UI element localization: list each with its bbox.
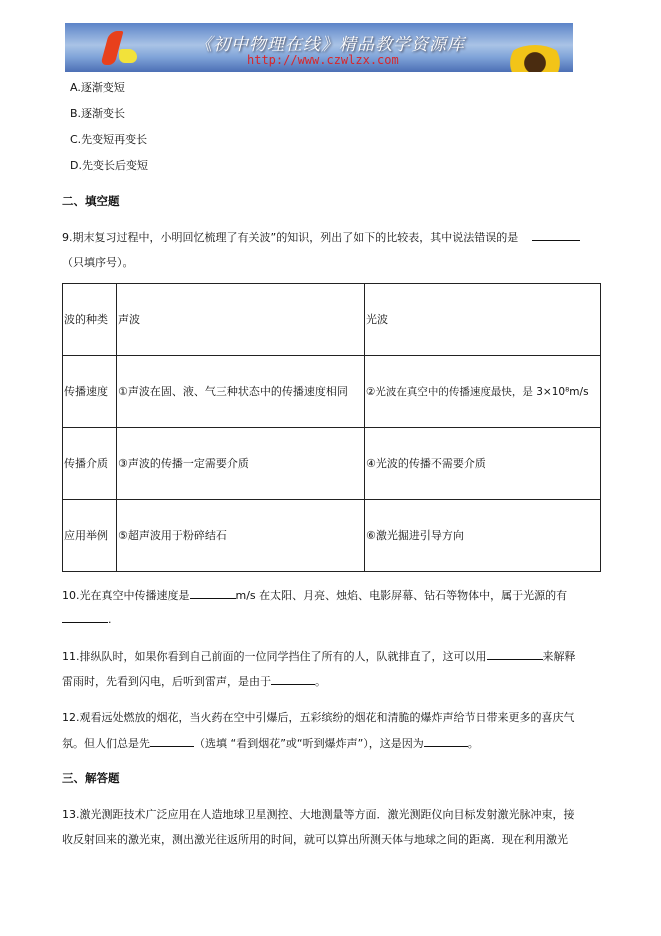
sunflower-image <box>505 45 565 72</box>
option-c: C.先变短再变长 <box>70 133 148 146</box>
table-cell: ⑤超声波用于粉碎结石 <box>117 500 365 572</box>
table-cell: ③声波的传播一定需要介质 <box>117 428 365 500</box>
table-row <box>63 356 601 428</box>
table-row <box>63 284 601 356</box>
answer-blank[interactable] <box>271 674 315 685</box>
table-cell: 声波 <box>117 284 365 356</box>
question-13-line2: 收反射回来的激光束，测出激光往返所用的时间，就可以算出所测天体与地球之间的距离．现在利用激光 <box>62 833 568 846</box>
comparison-table <box>62 283 601 572</box>
table-cell: 光波 <box>365 284 601 356</box>
q10-part: . <box>108 613 112 626</box>
answer-blank[interactable] <box>532 230 580 241</box>
q11-part: 。 <box>315 675 326 688</box>
answer-blank[interactable] <box>150 736 194 747</box>
q9-line2: （只填序号）。 <box>62 256 134 269</box>
q10-part: 10.光在真空中传播速度是 <box>62 589 190 602</box>
q11-line2 <box>62 673 326 689</box>
q10-part: m/s 在太阳、月亮、烛焰、电影屏幕、钻石等物体中，属于光源的有 <box>235 589 568 602</box>
answer-blank[interactable] <box>190 588 236 599</box>
question-11-text <box>62 648 576 664</box>
table-cell: 传播速度 <box>63 356 117 428</box>
question-9-text <box>62 229 580 245</box>
q12-line2 <box>62 735 479 751</box>
table-row <box>63 500 601 572</box>
table-cell: ⑥激光掘进引导方向 <box>365 500 601 572</box>
q12-part: （选填 “看到烟花”或“听到爆炸声”），这是因为 <box>194 737 424 750</box>
q12-part: 。 <box>467 737 479 750</box>
table-cell: 传播介质 <box>63 428 117 500</box>
table-cell: ②光波在真空中的传播速度最快，是 3×10⁸m/s <box>365 356 601 428</box>
table-row <box>63 428 601 500</box>
option-b: B.逐渐变长 <box>70 107 126 120</box>
table-cell: 应用举例 <box>63 500 117 572</box>
q11-part: 雷雨时，先看到闪电，后听到雷声，是由于 <box>62 675 271 688</box>
question-13-line1: 13.激光测距技术广泛应用在人造地球卫星测控、大地测量等方面．激光测距仪向目标发射激光脉冲束，接 <box>62 808 575 821</box>
logo-icon-accent <box>119 49 137 63</box>
q9-line1: 9.期末复习过程中，小明回忆梳理了有关波”的知识，列出了如下的比较表，其中说法错误的是 <box>62 231 519 244</box>
answer-blank[interactable] <box>487 649 543 660</box>
table-cell: ①声波在固、液、气三种状态中的传播速度相同 <box>117 356 365 428</box>
section-heading-answer: 三、解答题 <box>62 771 120 785</box>
banner-title: 《初中物理在线》精品教学资源库 <box>195 35 465 55</box>
site-banner <box>65 23 573 72</box>
banner-url: http://www.czwlzx.com <box>247 53 399 67</box>
q12-part: 氛。但人们总是先 <box>62 737 150 750</box>
q11-part: 11.排纵队时，如果你看到自己前面的一位同学挡住了所有的人，队就排直了，这可以用 <box>62 650 487 663</box>
option-d: D.先变长后变短 <box>70 159 148 172</box>
section-heading-fill-in: 二、填空题 <box>62 194 120 208</box>
question-10-text <box>62 587 567 603</box>
q10-line2 <box>62 612 112 626</box>
question-12-text: 12.观看远处燃放的烟花，当火药在空中引爆后，五彩缤纷的烟花和清脆的爆炸声给节日带来更多的喜庆气 <box>62 711 575 724</box>
table-cell: 波的种类 <box>63 284 117 356</box>
answer-blank[interactable] <box>62 612 108 623</box>
q11-part: 来解释 <box>542 650 576 663</box>
answer-blank[interactable] <box>424 736 468 747</box>
option-a: A.逐渐变短 <box>70 81 125 94</box>
table-cell: ④光波的传播不需要介质 <box>365 428 601 500</box>
